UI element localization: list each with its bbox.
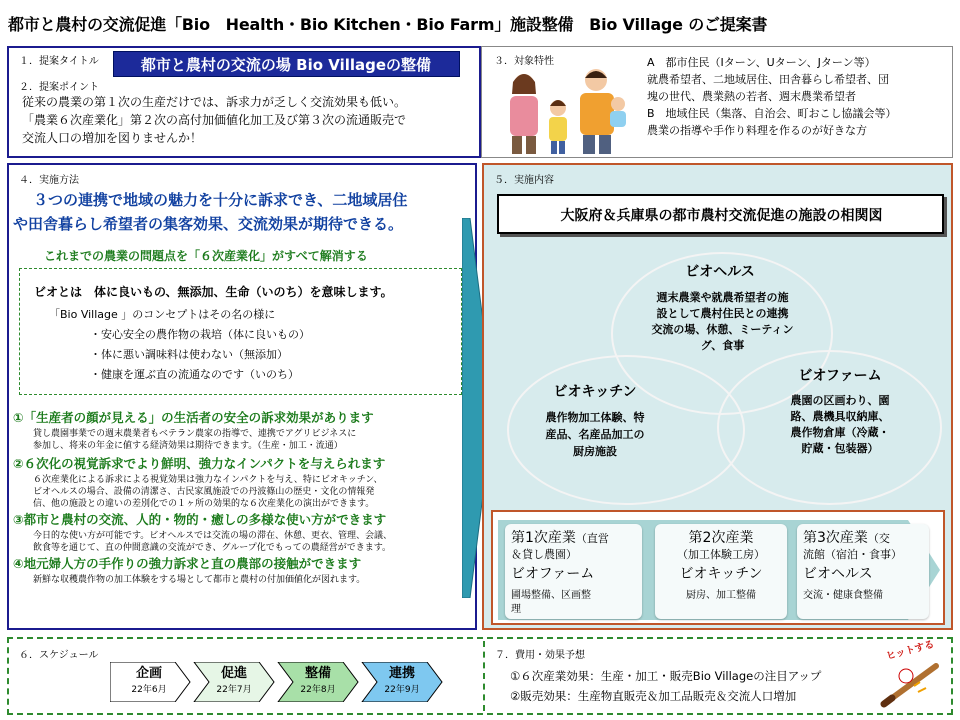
industry-name: ビオファーム bbox=[511, 566, 595, 582]
schedule-step-promote bbox=[198, 664, 270, 695]
sec3-label: ３．対象特性 bbox=[494, 56, 554, 67]
schedule-step-plan bbox=[110, 664, 188, 695]
point-body bbox=[13, 474, 473, 510]
sec7-label: ７．費用・効果予想 bbox=[495, 650, 585, 661]
step-date: 22年7月 bbox=[216, 685, 252, 695]
bio-concept: 「Bio Village 」のコンセプトはその名の様に bbox=[49, 308, 276, 321]
desc-line: 交流の場、休憩、ミーティン bbox=[651, 323, 794, 336]
proposal-point-line: 従来の農業の第１次の生産だけでは、訴求力が乏しく交流効果も低い。 bbox=[22, 95, 407, 109]
desc-line: 貯蔵・包装器） bbox=[801, 442, 879, 455]
bio-bullet: ・安心安全の農作物の栽培（体に良いもの） bbox=[90, 328, 310, 341]
industry-sub-line: 理 bbox=[511, 604, 521, 615]
headline-line: や田舎暮らし希望者の集客効果、交流効果が期待できる。 bbox=[13, 215, 404, 233]
diagram-title: 大阪府＆兵庫県の都市農村交流促進の施設の相関図 bbox=[560, 208, 883, 224]
bio-kitchen-desc bbox=[520, 409, 670, 460]
industry-line2: 流館（宿泊・食事） bbox=[803, 548, 902, 561]
point-body-line: ６次産業化による訴求による視覚効果は強力なインパクトを与え、特にビオキッチン、 bbox=[33, 475, 383, 485]
bio-farm-name: ビオファーム bbox=[798, 368, 882, 384]
industry-sub bbox=[803, 589, 923, 603]
industry-secondary bbox=[655, 524, 787, 619]
point-title: ③都市と農村の交流、人的・物的・癒しの多様な使い方ができます bbox=[13, 512, 387, 527]
point-body bbox=[13, 530, 473, 554]
industry-sub-line: 圃場整備、区画整 bbox=[511, 590, 591, 601]
desc-line: 路、農機具収納庫、 bbox=[790, 410, 890, 423]
target-characteristics bbox=[647, 54, 897, 139]
desc-line: 農作物加工体験、特 bbox=[545, 411, 645, 424]
schedule-step-cooperate bbox=[366, 664, 438, 695]
method-points bbox=[13, 409, 473, 586]
sec5-label: ５．実施内容 bbox=[494, 175, 554, 186]
industry-name: ビオヘルス bbox=[803, 566, 873, 582]
bio-health-desc bbox=[630, 290, 815, 354]
step-date: 22年8月 bbox=[300, 685, 336, 695]
industry-tertiary bbox=[797, 524, 929, 619]
industry-sub-line: 厨房、加工整備 bbox=[686, 590, 756, 601]
point-body-line: 今日的な使い方が可能です。ビオヘルスでは交流の場の滞在、休憩、更衣、管理、会議、 bbox=[33, 531, 393, 541]
point-body-line: 新鮮な収穫農作物の加工体験をする場として都市と農村の付加価値化が図れます。 bbox=[33, 575, 366, 585]
sec6-label: ６．スケジュール bbox=[19, 650, 99, 661]
step-date: 22年9月 bbox=[384, 685, 420, 695]
industry-sub bbox=[511, 589, 636, 617]
step-name: 企画 bbox=[135, 666, 162, 681]
industry-sub bbox=[661, 589, 781, 603]
industry-title-big: 第1次産業 bbox=[511, 530, 576, 546]
schedule-step-develop bbox=[282, 664, 354, 695]
proposal-points bbox=[22, 93, 406, 147]
sec1-label: １．提案タイトル bbox=[19, 56, 99, 67]
industry-title-small: （交 bbox=[867, 532, 890, 545]
industry-title-big: 第2次産業 bbox=[688, 530, 754, 546]
target-line: A 都市住民（Iターン、Uターン、Jターン等） bbox=[647, 56, 876, 69]
bio-bullets bbox=[90, 325, 310, 385]
point-body-line: 飲食等を通じて、直の仲間意識の交流ができ、グループ化でもっての農経営ができます。 bbox=[33, 543, 392, 553]
target-line: 農業の指導や手作り料理を作るのが好きな方 bbox=[647, 124, 867, 137]
proposal-point-line: 交流人口の増加を図りませんか！ bbox=[22, 131, 203, 145]
sec4-label: ４．実施方法 bbox=[19, 175, 79, 186]
point-body-line: 参加し、将来の年金に値する経済効果は期待できます。（生産・加工・流通） bbox=[33, 441, 343, 451]
cost-effects bbox=[510, 666, 821, 706]
desc-line: 農作物倉庫（冷蔵・ bbox=[790, 426, 890, 439]
industry-title-small: （直営 bbox=[575, 532, 609, 545]
point-body-line: ビオヘルスの場合、設備の清潔さ、古民家風施設での丹波篠山の歴史・文化の情報発 bbox=[33, 487, 375, 497]
target-line: B 地域住民（集落、自治会、町おこし協議会等） bbox=[647, 107, 897, 120]
step-name: 整備 bbox=[304, 666, 331, 681]
industry-name: ビオキッチン bbox=[679, 566, 763, 582]
hit-badge: ヒットする bbox=[885, 639, 936, 663]
point-title: ①「生産者の顔が見える」の生活者の安全の訴求効果があります bbox=[13, 410, 374, 425]
proposal-point-line: 「農業６次産業化」第２次の高付加価値化加工及び第３次の流通販売で bbox=[22, 113, 407, 127]
industry-sub-line: 交流・健康食整備 bbox=[803, 590, 883, 601]
cost-effect-line: ①６次産業効果：生産・加工・販売Bio Villageの注目アップ bbox=[510, 669, 822, 683]
step-name: 促進 bbox=[220, 666, 247, 681]
desc-line: グ、食事 bbox=[700, 339, 745, 352]
step-name: 連携 bbox=[388, 666, 415, 681]
method-subhead: これまでの農業の問題点を「６次産業化」がすべて解消する bbox=[44, 249, 368, 263]
step-date: 22年6月 bbox=[131, 685, 167, 695]
bio-kitchen-name: ビオキッチン bbox=[553, 384, 637, 400]
desc-line: 設として農村住民との連携 bbox=[656, 307, 789, 320]
point-title: ④地元婦人方の手作りの強力訴求と直の農部の接触ができます bbox=[13, 556, 362, 571]
desc-line: 週末農業や就農希望者の施 bbox=[656, 291, 789, 304]
industry-line2: ＆貸し農園） bbox=[511, 548, 577, 561]
bio-health-name: ビオヘルス bbox=[685, 264, 755, 280]
desc-line: 産品、名産品加工の bbox=[545, 428, 645, 441]
target-line: 塊の世代、農業熱の若者、週末農業希望者 bbox=[647, 90, 856, 103]
industry-primary bbox=[505, 524, 642, 619]
target-line: 就農希望者、二地域居住、田舎暮らし希望者、団 bbox=[647, 73, 889, 86]
family-illustration bbox=[496, 64, 636, 156]
industry-title bbox=[511, 529, 636, 547]
point-body bbox=[13, 428, 473, 452]
point-body bbox=[13, 574, 473, 586]
bio-farm-desc bbox=[765, 393, 915, 457]
point-title: ②６次化の視覚訴求でより鮮明、強力なインパクトを与えられます bbox=[13, 456, 386, 471]
desc-line: 厨房施設 bbox=[573, 445, 617, 458]
point-body-line: 貸し農園事業での週末農業者もベテラン農家の指導で、連携でアグリビジネスに bbox=[33, 429, 357, 439]
proposal-title: 都市と農村の交流の場 Bio Villageの整備 bbox=[140, 56, 432, 74]
page-title: 都市と農村の交流促進「Bio Health・Bio Kitchen・Bio Farm」施設整備 Bio Village のご提案書 bbox=[8, 15, 768, 34]
bio-bullet: ・健康を運ぶ直の流通なのです（いのち） bbox=[90, 368, 299, 381]
cost-effect-line: ②販売効果：生産物直販売＆加工品販売＆交流人口増加 bbox=[510, 689, 797, 703]
industry-title-big: 第3次産業 bbox=[803, 530, 868, 546]
bio-definition: ビオとは 体に良いもの、無添加、生命（いのち）を意味します。 bbox=[34, 285, 393, 299]
industry-title bbox=[661, 529, 781, 547]
desc-line: 農園の区画わり、園 bbox=[790, 394, 890, 407]
industry-title bbox=[803, 529, 923, 547]
bio-bullet: ・体に悪い調味料は使わない（無添加） bbox=[90, 348, 288, 361]
point-body-line: 信、他の施設との違いの差別化での１ヶ所の効果的な６次産業化の演出ができます。 bbox=[33, 499, 375, 509]
method-headline bbox=[13, 188, 475, 236]
industry-line2: （加工体験工房） bbox=[677, 548, 765, 561]
bottom-divider bbox=[483, 641, 485, 711]
sec2-label: ２．提案ポイント bbox=[19, 82, 99, 93]
headline-line: ３つの連携で地域の魅力を十分に訴求でき、二地域居住 bbox=[33, 191, 408, 209]
